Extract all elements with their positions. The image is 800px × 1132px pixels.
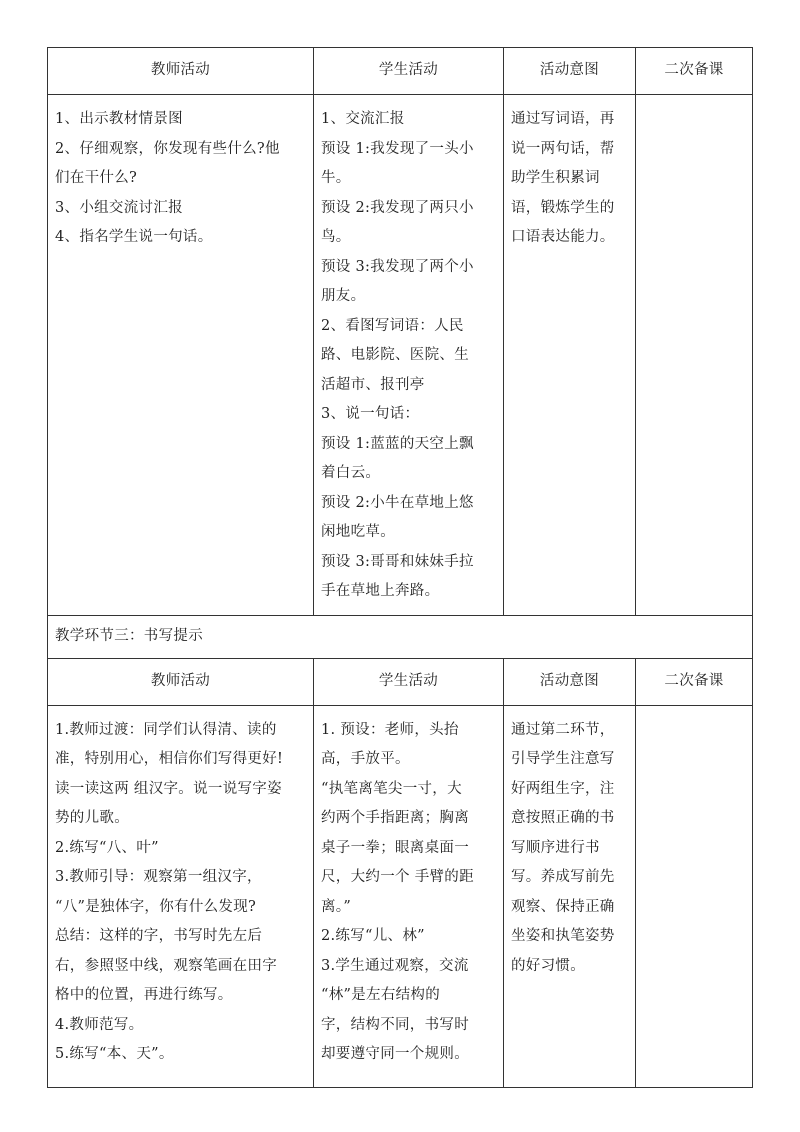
text-line: 准，特别用心，相信你们写得更好! [55, 751, 284, 767]
text-line: 1、出示教材情景图 [55, 111, 183, 127]
header-student-activity: 学生活动 [314, 48, 504, 95]
text-line: 闲地吃草。 [321, 524, 395, 540]
text-line: 约两个手指距离；胸离 [321, 810, 469, 826]
text-line: 预设 3:哥哥和妹妹手拉 [321, 553, 474, 570]
text-line: 通过第二环节， [511, 721, 615, 738]
header-student-activity: 学生活动 [314, 658, 504, 705]
text-line: 写顺序进行书 [511, 839, 600, 856]
text-line: 写。养成写前先 [511, 869, 615, 885]
text-line: 3、说一句话： [321, 406, 420, 422]
content-row-2 [48, 705, 753, 1087]
text-line: 的好习惯。 [511, 957, 585, 974]
text-line: 通过写词语，再 [511, 111, 615, 127]
text-line: 坐姿和执笔姿势 [511, 928, 615, 944]
text-line: 却要遵守同一个规则。 [321, 1046, 469, 1062]
text-line: 预设 1:我发现了一头小 [321, 140, 474, 157]
text-line: 2.练写“儿、林” [321, 928, 425, 944]
text-line: 高，手放平。 [321, 751, 410, 767]
lesson-plan-table [47, 47, 753, 1088]
text-line: 1. 预设：老师，头抬 [321, 721, 459, 738]
text-line: 2、看图写词语：人民 [321, 317, 464, 334]
text-line: 口语表达能力。 [511, 229, 615, 245]
text-line: “八”是独体字，你有什么发现? [55, 898, 257, 915]
header-teacher-activity: 教师活动 [48, 658, 314, 705]
text-line: 读一读这两 组汉字。说一说写字姿 [55, 780, 282, 797]
text-line: 4、指名学生说一句话。 [55, 229, 213, 245]
text-line: 桌子一拳；眼离桌面一 [321, 839, 469, 856]
text-line: 们在干什么? [55, 170, 138, 186]
content-row-1 [48, 95, 753, 616]
text-line: 尺，大约一个 手臂的距 [321, 869, 474, 885]
student-activity-cell [314, 95, 504, 616]
activity-intent-cell [504, 705, 636, 1087]
text-line: 字，结构不同，书写时 [321, 1016, 469, 1033]
text-line: 好两组生字，注 [511, 780, 615, 797]
text-line: 说一两句话，帮 [511, 140, 615, 157]
section-title-row [48, 615, 753, 658]
text-line: 着白云。 [321, 465, 381, 481]
text-line: 右，参照竖中线，观察笔画在田字 [55, 957, 277, 974]
text-line: 格中的位置，再进行练写。 [55, 987, 233, 1003]
second-prep-cell [636, 705, 753, 1087]
text-line: 语，锻炼学生的 [511, 199, 615, 216]
text-line: 2、仔细观察，你发现有些什么?他 [55, 140, 280, 157]
text-line: 1.教师过渡：同学们认得清、读的 [55, 721, 277, 738]
text-line: “执笔离笔尖一寸，大 [321, 780, 462, 797]
second-prep-cell [636, 95, 753, 616]
header-teacher-activity: 教师活动 [48, 48, 314, 95]
header-activity-intent: 活动意图 [504, 48, 636, 95]
text-line: 离。” [321, 898, 352, 915]
text-line: 预设 2:我发现了两只小 [321, 199, 474, 216]
text-line: 5.练写“本、天”。 [55, 1046, 174, 1062]
section-title: 教学环节三：书写提示 [48, 615, 753, 658]
text-line: “林”是左右结构的 [321, 987, 441, 1003]
text-line: 意按照正确的书 [511, 810, 615, 826]
activity-intent-cell [504, 95, 636, 616]
text-line: 势的儿歌。 [55, 810, 129, 826]
header-activity-intent: 活动意图 [504, 658, 636, 705]
text-line: 3.学生通过观察，交流 [321, 957, 469, 974]
text-line: 助学生积累词 [511, 170, 600, 186]
text-line: 引导学生注意写 [511, 751, 615, 767]
text-line: 总结：这样的字，书写时先左后 [55, 928, 263, 944]
text-line: 4.教师范写。 [55, 1016, 144, 1033]
text-line: 2.练写“八、叶” [55, 839, 159, 856]
text-line: 路、电影院、医院、生 [321, 347, 469, 363]
header-row-2 [48, 658, 753, 705]
teacher-activity-cell [48, 95, 314, 616]
text-line: 预设 1:蓝蓝的天空上飘 [321, 435, 474, 452]
teacher-activity-cell [48, 705, 314, 1087]
text-line: 预设 3:我发现了两个小 [321, 258, 474, 275]
header-second-prep: 二次备课 [636, 48, 753, 95]
text-line: 3.教师引导：观察第一组汉字， [55, 869, 262, 885]
text-line: 牛。 [321, 170, 351, 186]
text-line: 鸟。 [321, 229, 351, 245]
student-activity-cell [314, 705, 504, 1087]
text-line: 活超市、报刊亭 [321, 376, 425, 393]
text-line: 朋友。 [321, 288, 366, 304]
text-line: 3、小组交流讨汇报 [55, 199, 183, 216]
text-line: 观察、保持正确 [511, 898, 615, 915]
header-row-1 [48, 48, 753, 95]
text-line: 1、交流汇报 [321, 111, 405, 127]
header-second-prep: 二次备课 [636, 658, 753, 705]
text-line: 手在草地上奔路。 [321, 583, 440, 599]
text-line: 预设 2:小牛在草地上悠 [321, 494, 474, 511]
